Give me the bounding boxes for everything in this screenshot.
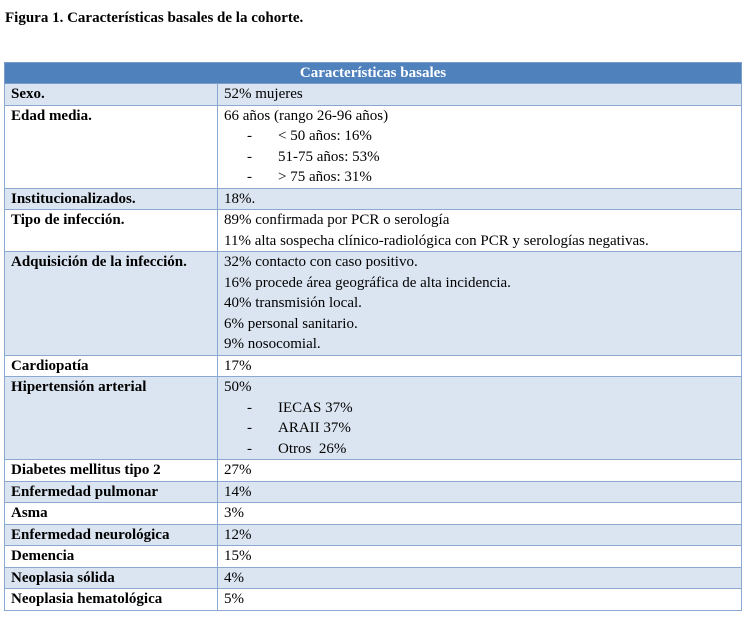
- dash-bullet-icon: -: [247, 169, 252, 185]
- value-line: 27%: [224, 462, 252, 478]
- row-label: Enfermedad pulmonar: [5, 481, 218, 503]
- row-value: [218, 503, 742, 525]
- row-value: [218, 377, 742, 460]
- row-label: Neoplasia hematológica: [5, 589, 218, 611]
- sub-item: [224, 439, 735, 460]
- table-row: [5, 589, 742, 611]
- row-label: Hipertensión arterial: [5, 377, 218, 460]
- table-row: [5, 481, 742, 503]
- row-label: Diabetes mellitus tipo 2: [5, 460, 218, 482]
- table-header: Características basales: [5, 63, 742, 84]
- value-line: 16% procede área geográfica de alta incidencia.: [224, 274, 511, 291]
- table-row: [5, 252, 742, 356]
- table-row: [5, 105, 742, 188]
- value-line: 18%.: [224, 190, 256, 207]
- table-row: [5, 188, 742, 210]
- value-line: 4%: [224, 569, 244, 586]
- sub-item: [224, 147, 735, 168]
- value-line: 50%: [224, 379, 252, 395]
- dash-bullet-icon: -: [247, 440, 252, 457]
- value-line: 6% personal sanitario.: [224, 315, 358, 332]
- row-value: [218, 105, 742, 188]
- dash-bullet-icon: -: [247, 420, 252, 436]
- value-line: 32% contacto con caso positivo.: [224, 254, 418, 270]
- table-row: [5, 524, 742, 546]
- row-label: Tipo de infección.: [5, 210, 218, 252]
- row-label: Sexo.: [5, 84, 218, 106]
- value-line: 15%: [224, 548, 252, 564]
- sub-item-text: > 75 años: 31%: [278, 169, 372, 185]
- row-label: Institucionalizados.: [5, 188, 218, 210]
- baseline-characteristics-table: [4, 62, 742, 611]
- value-line: 3%: [224, 505, 244, 521]
- table-row: [5, 84, 742, 106]
- sub-item-text: Otros 26%: [278, 440, 347, 457]
- value-line: 40% transmisión local.: [224, 295, 362, 311]
- sub-item: [224, 398, 735, 419]
- dash-bullet-icon: -: [247, 148, 252, 165]
- row-label: Edad media.: [5, 105, 218, 188]
- row-value: [218, 546, 742, 568]
- value-line: 89% confirmada por PCR o serología: [224, 212, 450, 228]
- value-line: 11% alta sospecha clínico-radiológica con PCR y serologías negativas.: [224, 232, 649, 249]
- row-label: Cardiopatía: [5, 355, 218, 377]
- table-row: [5, 503, 742, 525]
- sub-item-text: < 50 años: 16%: [278, 128, 372, 144]
- row-value: [218, 524, 742, 546]
- value-line: 52% mujeres: [224, 86, 303, 102]
- row-value: [218, 460, 742, 482]
- sub-item: [224, 126, 735, 147]
- sub-item-text: 51-75 años: 53%: [278, 148, 380, 165]
- value-line: 9% nosocomial.: [224, 336, 321, 352]
- row-label: Enfermedad neurológica: [5, 524, 218, 546]
- row-label: Neoplasia sólida: [5, 567, 218, 589]
- row-label: Adquisición de la infección.: [5, 252, 218, 356]
- table-row: [5, 567, 742, 589]
- figure-caption: Figura 1. Características basales de la cohorte.: [5, 10, 304, 26]
- value-line: 12%: [224, 526, 252, 543]
- row-label: Demencia: [5, 546, 218, 568]
- value-line: 14%: [224, 483, 252, 500]
- value-line: 66 años (rango 26-96 años): [224, 107, 389, 124]
- sub-item: [224, 167, 735, 188]
- row-label: Asma: [5, 503, 218, 525]
- row-value: [218, 252, 742, 356]
- sub-item: [224, 418, 735, 439]
- dash-bullet-icon: -: [247, 128, 252, 144]
- row-value: [218, 589, 742, 611]
- table-row: [5, 210, 742, 252]
- dash-bullet-icon: -: [247, 399, 252, 416]
- table-body: [5, 84, 742, 611]
- value-line: 17%: [224, 357, 252, 374]
- sub-item-text: ARAII 37%: [278, 420, 351, 436]
- row-value: [218, 567, 742, 589]
- row-value: [218, 355, 742, 377]
- table-row: [5, 377, 742, 460]
- row-value: [218, 188, 742, 210]
- row-value: [218, 481, 742, 503]
- table-row: [5, 460, 742, 482]
- row-value: [218, 84, 742, 106]
- row-value: [218, 210, 742, 252]
- table-row: [5, 546, 742, 568]
- table-row: [5, 355, 742, 377]
- sub-item-text: IECAS 37%: [278, 399, 353, 416]
- value-line: 5%: [224, 591, 244, 607]
